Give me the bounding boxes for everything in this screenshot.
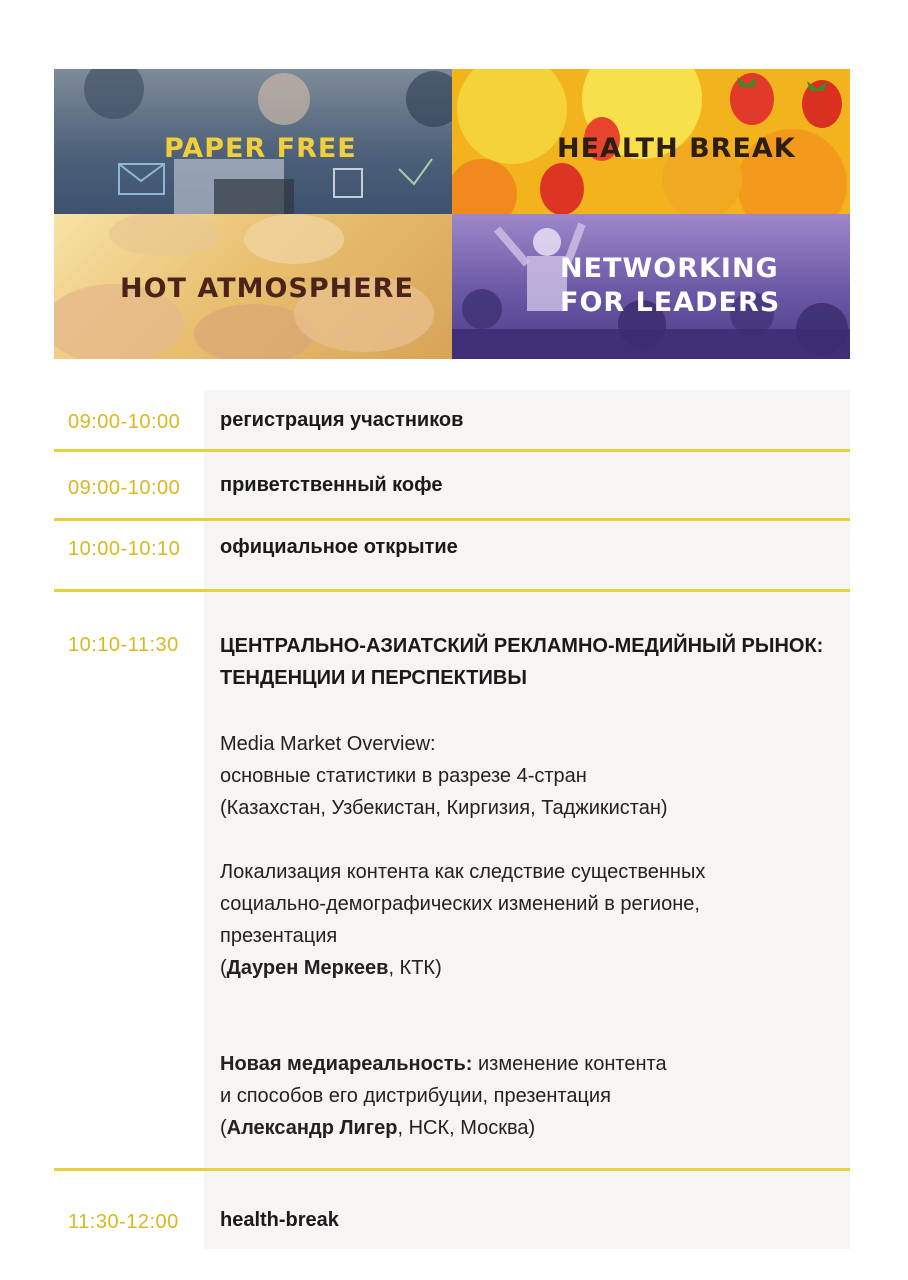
speaker-org: , НСК, Москва)	[397, 1117, 536, 1139]
banner	[54, 69, 850, 359]
row-content	[204, 592, 850, 1168]
session-label: health-break	[220, 1209, 339, 1231]
paren: (	[220, 1117, 227, 1139]
tile-title-line: NETWORKING	[560, 253, 779, 284]
text-rest: изменение контента	[472, 1053, 667, 1075]
session-block	[220, 728, 836, 824]
time-slot: 10:00-10:10	[68, 538, 181, 560]
speaker-line	[220, 952, 836, 984]
speaker-name: Даурен Меркеев	[226, 957, 389, 979]
schedule-row	[54, 521, 850, 589]
paper-free-tile	[54, 69, 452, 214]
text-line: и способов его дистрибуции, презентация	[220, 1085, 611, 1107]
networking-tile	[452, 214, 850, 359]
text-line: презентация	[220, 925, 338, 947]
session-title-line: ТЕНДЕНЦИИ И ПЕРСПЕКТИВЫ	[220, 667, 527, 689]
tile-title: HEALTH BREAK	[557, 133, 796, 164]
text-line: социально-демографических изменений в регионе,	[220, 893, 700, 915]
tile-title: HOT ATMOSPHERE	[120, 273, 414, 304]
schedule	[54, 390, 850, 1249]
tile-title: PAPER FREE	[164, 133, 357, 164]
session-block	[220, 1048, 836, 1144]
speaker-line	[220, 1112, 836, 1144]
schedule-row	[54, 390, 850, 449]
time-slot: 09:00-10:00	[68, 477, 181, 499]
schedule-row	[54, 452, 850, 518]
time-slot: 11:30-12:00	[68, 1211, 179, 1233]
schedule-row	[54, 592, 850, 1168]
tile-title-line: FOR LEADERS	[560, 287, 781, 318]
text-line: Локализация контента как следствие существенных	[220, 861, 706, 883]
session-block	[220, 856, 836, 984]
session-label: официальное открытие	[220, 536, 458, 558]
health-break-tile	[452, 69, 850, 214]
text-line: Media Market Overview:	[220, 733, 436, 755]
paren: (	[220, 957, 227, 979]
speaker-name: Александр Лигер	[226, 1117, 398, 1139]
tile-title	[560, 252, 780, 320]
session-title	[220, 630, 836, 694]
time-slot: 09:00-10:00	[68, 411, 181, 433]
schedule-row	[54, 1171, 850, 1249]
session-label: приветственный кофе	[220, 474, 443, 496]
text-line: основные статистики в разрезе 4-стран	[220, 765, 587, 787]
block-lead: Новая медиареальность:	[220, 1053, 473, 1075]
session-label: регистрация участников	[220, 409, 464, 431]
time-slot: 10:10-11:30	[68, 634, 179, 656]
text-line	[220, 1048, 836, 1080]
speaker-org: , КТК)	[388, 957, 442, 979]
hot-atmosphere-tile	[54, 214, 452, 359]
text-line: (Казахстан, Узбекистан, Киргизия, Таджикистан)	[220, 797, 668, 819]
session-title-line: ЦЕНТРАЛЬНО-АЗИАТСКИЙ РЕКЛАМНО-МЕДИЙНЫЙ РЫНОК:	[220, 635, 824, 657]
